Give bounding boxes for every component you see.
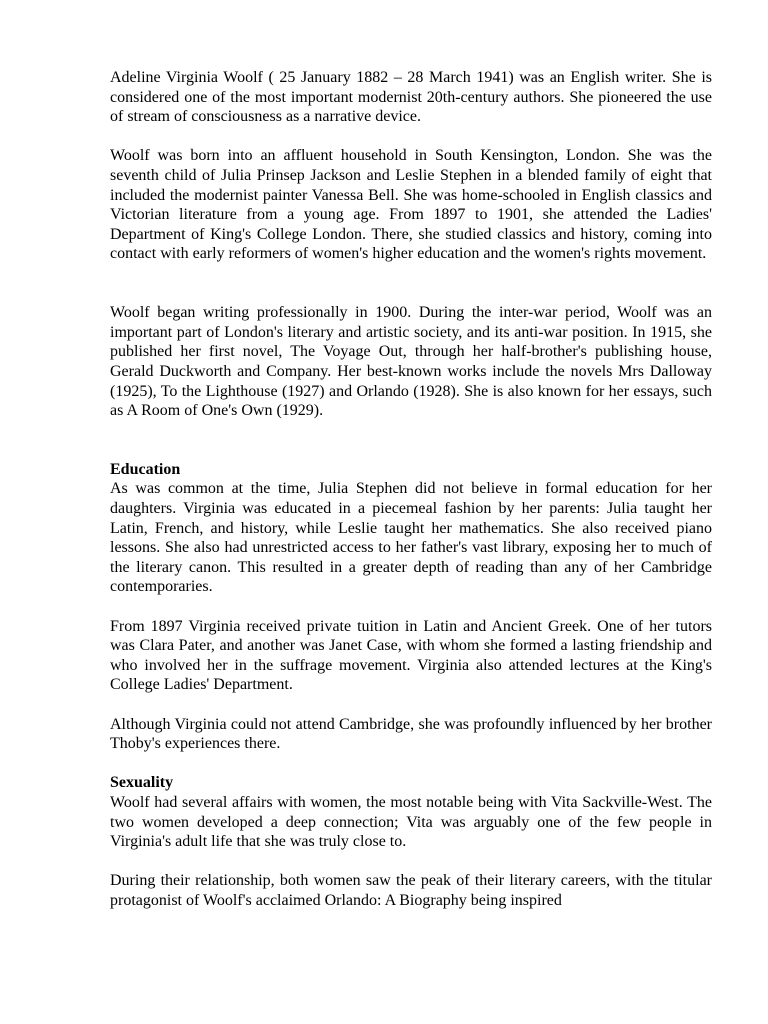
paragraph-spacer xyxy=(110,421,712,460)
education-paragraph-1: As was common at the time, Julia Stephen did not believe in formal education for her daughters. Virginia was educated in a piecemeal fashion by her parents: Julia taught her Latin, French, and history, while Leslie taught her mathematics. She also received piano lessons. She also had unrestricted access to her father's vast library, exposing her to much of the literary canon. This resulted in a greater depth of reading than any of her Cambridge contemporaries. xyxy=(110,480,712,596)
sexuality-paragraph-1: Woolf had several affairs with women, the most notable being with Vita Sackville-West. The two women developed a deep connection; Vita was arguably one of the few people in Virginia's adult life that she was truly close to. xyxy=(110,793,712,851)
paragraph-spacer xyxy=(110,264,712,303)
education-heading: Education xyxy=(110,460,181,478)
education-paragraph-3: Although Virginia could not attend Cambridge, she was profoundly influenced by her brother Thoby's experiences there. xyxy=(110,715,712,753)
sexuality-heading: Sexuality xyxy=(110,774,174,792)
paragraph-spacer xyxy=(110,127,712,147)
paragraph-spacer xyxy=(110,597,712,617)
career-paragraph: Woolf began writing professionally in 1900. During the inter-war period, Woolf was an important part of London's literary and artistic society, and its anti-war position. In 1915, she published her first novel, The Voyage Out, through her half-brother's publishing house, Gerald Duckworth and Company. Her best-known works include the novels Mrs Dalloway (1925), To the Lighthouse (1927) and Orlando (1928). She is also known for her essays, such as A Room of One's Own (1929). xyxy=(110,304,712,420)
early-life-paragraph: Woolf was born into an affluent household in South Kensington, London. She was the seventh child of Julia Prinsep Jackson and Leslie Stephen in a blended family of eight that included the modernist painter Vanessa Bell. She was home-schooled in English classics and Victorian literature from a young age. From 1897 to 1901, she attended the Ladies' Department of King's College London. There, she studied classics and history, coming into contact with early reformers of women's higher education and the women's rights movement. xyxy=(110,147,712,263)
sexuality-paragraph-2: During their relationship, both women saw the peak of their literary careers, with the titular protagonist of Woolf's acclaimed Orlando: A Biography being inspired xyxy=(110,872,712,909)
paragraph-spacer xyxy=(110,695,712,715)
document-page xyxy=(110,68,712,911)
paragraph-spacer xyxy=(110,852,712,872)
education-paragraph-2: From 1897 Virginia received private tuition in Latin and Ancient Greek. One of her tutors was Clara Pater, and another was Janet Case, with whom she formed a lasting friendship and who involved her in the suffrage movement. Virginia also attended lectures at the King's College Ladies' Department. xyxy=(110,617,712,694)
intro-paragraph: Adeline Virginia Woolf ( 25 January 1882 – 28 March 1941) was an English writer. She is considered one of the most important modernist 20th-century authors. She pioneered the use of stream of consciousness as a narrative device. xyxy=(110,69,712,126)
paragraph-spacer xyxy=(110,754,712,774)
